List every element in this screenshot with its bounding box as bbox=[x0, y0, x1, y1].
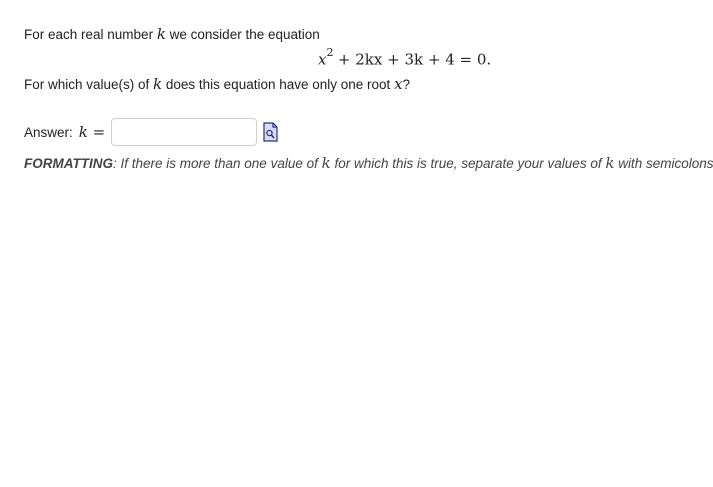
formatting-text-2: for which this is true, separate your values of bbox=[330, 156, 606, 171]
equation-base: x bbox=[318, 50, 327, 69]
formatting-note bbox=[24, 154, 713, 172]
intro-text-pre: For each real number bbox=[24, 27, 157, 42]
formatting-variable-k-1: k bbox=[321, 154, 331, 172]
answer-label: Answer: bbox=[24, 124, 73, 140]
formatting-text-1: : If there is more than one value of bbox=[112, 156, 322, 171]
equation-exponent: 2 bbox=[326, 46, 334, 59]
formatting-variable-k-2: k bbox=[605, 154, 615, 172]
preview-button[interactable] bbox=[263, 122, 278, 142]
intro-variable-k: k bbox=[156, 25, 166, 43]
formatting-label: FORMATTING bbox=[24, 156, 113, 171]
problem-question bbox=[24, 75, 410, 93]
answer-variable: k = bbox=[78, 123, 106, 141]
question-text-pre: For which value(s) of bbox=[24, 77, 154, 92]
question-text-post: ? bbox=[402, 77, 411, 92]
question-variable-x: x bbox=[394, 75, 403, 93]
question-variable-k: k bbox=[153, 75, 163, 93]
preview-document-icon bbox=[263, 122, 278, 142]
problem-intro bbox=[24, 25, 320, 43]
formatting-text-3: with semicolons bbox=[614, 156, 713, 171]
question-text-mid: does this equation have only one root bbox=[162, 77, 395, 92]
intro-text-post: we consider the equation bbox=[165, 27, 320, 42]
equation bbox=[318, 48, 491, 69]
answer-input[interactable] bbox=[111, 118, 257, 146]
equation-rest: + 2kx + 3k + 4 = 0. bbox=[337, 50, 492, 69]
answer-row bbox=[24, 116, 278, 148]
